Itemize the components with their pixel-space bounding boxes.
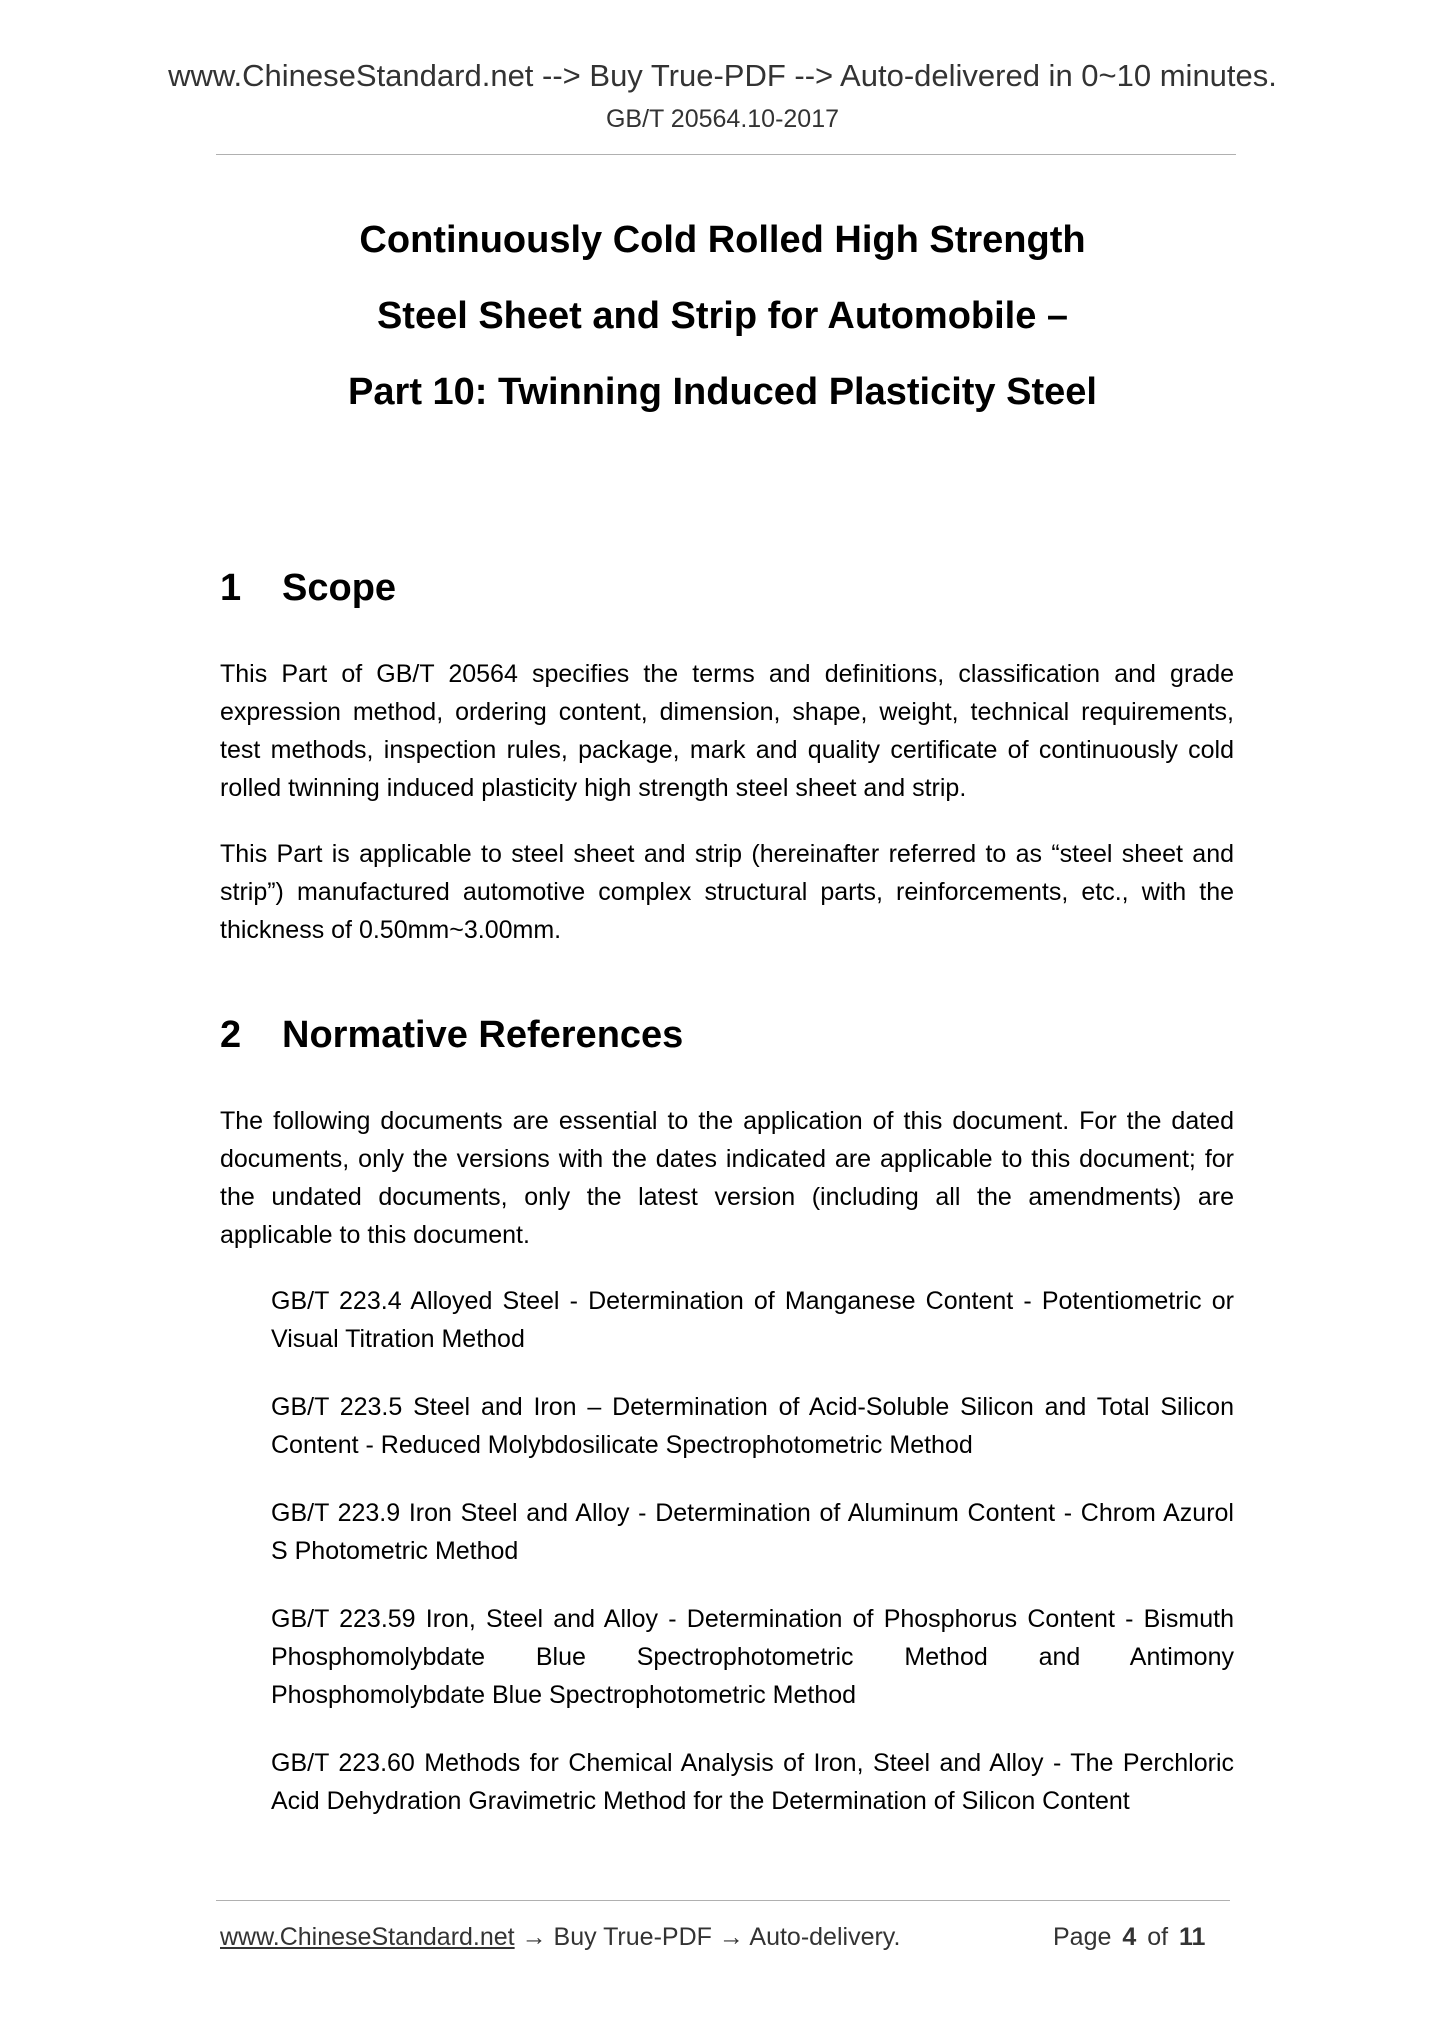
footer-trail-text: → Buy True-PDF → Auto-delivery. (514, 1923, 901, 1951)
references-intro-paragraph: The following documents are essential to the application of this document. For the dated documents, only the versions with the dates indicated are applicable to this document; for the undated documents, only the latest version (including all the amendments) are applicable to this document. (220, 1107, 1234, 1249)
header-divider (216, 154, 1236, 155)
page-of-label: of (1147, 1923, 1169, 1951)
reference-item: GB/T 223.9 Iron Steel and Alloy - Determination of Aluminum Content - Chrom Azurol S Photometric Method (271, 1499, 1234, 1565)
section-number: 2 (220, 1014, 242, 1056)
section-title: Scope (282, 567, 397, 609)
section-number: 1 (220, 567, 242, 609)
section-title: Normative References (282, 1014, 684, 1056)
reference-item: GB/T 223.5 Steel and Iron – Determination of Acid-Soluble Silicon and Total Silicon Content - Reduced Molybdosilicate Spectrophotometric Method (271, 1393, 1234, 1459)
reference-item: GB/T 223.59 Iron, Steel and Alloy - Determination of Phosphorus Content - Bismuth Phosphomolybdate Blue Spectrophotometric Method and Antimony Phosphomolybdate Blue Spectrophotometric Method (271, 1605, 1234, 1709)
scope-paragraph: This Part of GB/T 20564 specifies the terms and definitions, classification and grade expression method, ordering content, dimension, shape, weight, technical requirements, test methods, inspection rules, package, mark and quality certificate of continuously cold rolled twinning induced plasticity high strength steel sheet and strip. (220, 660, 1234, 802)
reference-item: GB/T 223.60 Methods for Chemical Analysis of Iron, Steel and Alloy - The Perchloric Acid Dehydration Gravimetric Method for the Determination of Silicon Content (271, 1749, 1234, 1815)
header-banner: www.ChineseStandard.net --> Buy True-PDF --> Auto-delivered in 0~10 minutes. (168, 58, 1277, 93)
footer-link-group (220, 1920, 900, 1954)
title-line-1: Continuously Cold Rolled High Strength (359, 219, 1086, 261)
reference-item: GB/T 223.4 Alloyed Steel - Determination of Manganese Content - Potentiometric or Visual Titration Method (271, 1287, 1234, 1353)
title-line-3: Part 10: Twinning Induced Plasticity Steel (348, 371, 1097, 413)
page-total: 11 (1179, 1923, 1206, 1951)
footer-site-link[interactable]: www.ChineseStandard.net (220, 1923, 515, 1951)
page-number: 4 (1122, 1923, 1137, 1951)
page-indicator (1053, 1920, 1205, 1954)
page-label: Page (1053, 1923, 1112, 1951)
footer-divider (216, 1900, 1230, 1901)
scope-paragraph: This Part is applicable to steel sheet and strip (hereinafter referred to as “steel sheet and strip”) manufactured automotive complex structural parts, reinforcements, etc., with the thickness of 0.50mm~3.00mm. (220, 840, 1234, 944)
section-heading-normative-references (220, 1013, 683, 1057)
doc-code: GB/T 20564.10-2017 (605, 105, 840, 133)
section-heading-scope (220, 566, 396, 610)
title-line-2: Steel Sheet and Strip for Automobile – (376, 295, 1069, 337)
